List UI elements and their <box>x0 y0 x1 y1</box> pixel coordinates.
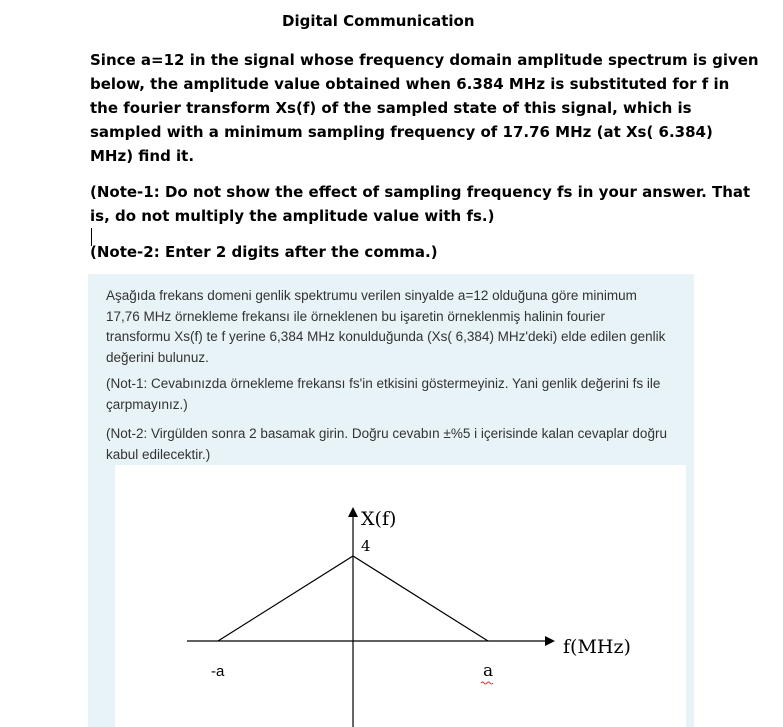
turkish-line: Aşağıda frekans domeni genlik spektrumu verilen sinyalde a=12 olduğuna göre minimum <box>106 288 637 303</box>
problem-line: Since a=12 in the signal whose frequency domain amplitude spectrum is given <box>90 51 759 69</box>
problem-line: MHz) find it. <box>90 147 195 165</box>
page-title: Digital Communication <box>282 12 475 30</box>
problem-line: below, the amplitude value obtained when 6.384 MHz is substituted for f in <box>90 75 730 93</box>
turkish-note-1 <box>106 374 691 415</box>
turkish-line: transformu Xs(f) te f yerine 6,384 MHz konulduğunda (Xs( 6,384) MHz'deki) elde edilen genlik <box>106 329 666 344</box>
turkish-line: değerini bulunuz. <box>106 349 209 365</box>
left-bound-label: -a <box>211 663 225 680</box>
turkish-note-2 <box>106 424 691 465</box>
problem-line: sampled with a minimum sampling frequency of 17.76 MHz (at Xs( 6.384) <box>90 123 713 141</box>
note-1[interactable] <box>90 180 751 246</box>
note-2-line: (Note-2: Enter 2 digits after the comma.) <box>90 243 438 261</box>
y-axis-label: X(f) <box>361 508 397 530</box>
spectrum-diagram <box>115 465 686 727</box>
right-bound-label: a <box>483 661 494 681</box>
x-axis-arrow <box>348 507 358 517</box>
f-axis-arrow <box>545 636 555 646</box>
note-2 <box>90 240 700 264</box>
turkish-note-line: kabul edilecektir.) <box>106 446 211 462</box>
spellcheck-underline <box>481 682 493 684</box>
note-1-line-text: is, do not multiply the amplitude value with fs.) <box>90 207 495 225</box>
turkish-line: 17,76 MHz örnekleme frekansı ile örneklenen bu işaretin örneklenmiş halinin fourier <box>106 308 606 324</box>
peak-label: 4 <box>361 537 371 555</box>
x-axis-label: f(MHz) <box>563 636 631 658</box>
turkish-note-line: çarpmayınız.) <box>106 396 188 412</box>
turkish-note-line: (Not-2: Virgülden sonra 2 basamak girin. Doğru cevabın ±%5 i içerisinde kalan cevaplar doğru <box>106 426 667 441</box>
turkish-note-line: (Not-1: Cevabınızda örnekleme frekansı fs'in etkisini göstermeyiniz. Yani genlik değerini fs ile <box>106 376 661 391</box>
turkish-statement <box>106 286 691 368</box>
problem-line: the fourier transform Xs(f) of the sampled state of this signal, which is <box>90 99 692 117</box>
turkish-question-panel <box>88 274 694 727</box>
note-1-line: (Note-1: Do not show the effect of sampling frequency fs in your answer. That <box>90 183 751 201</box>
spectrum-figure <box>115 465 686 727</box>
problem-statement <box>90 48 759 168</box>
